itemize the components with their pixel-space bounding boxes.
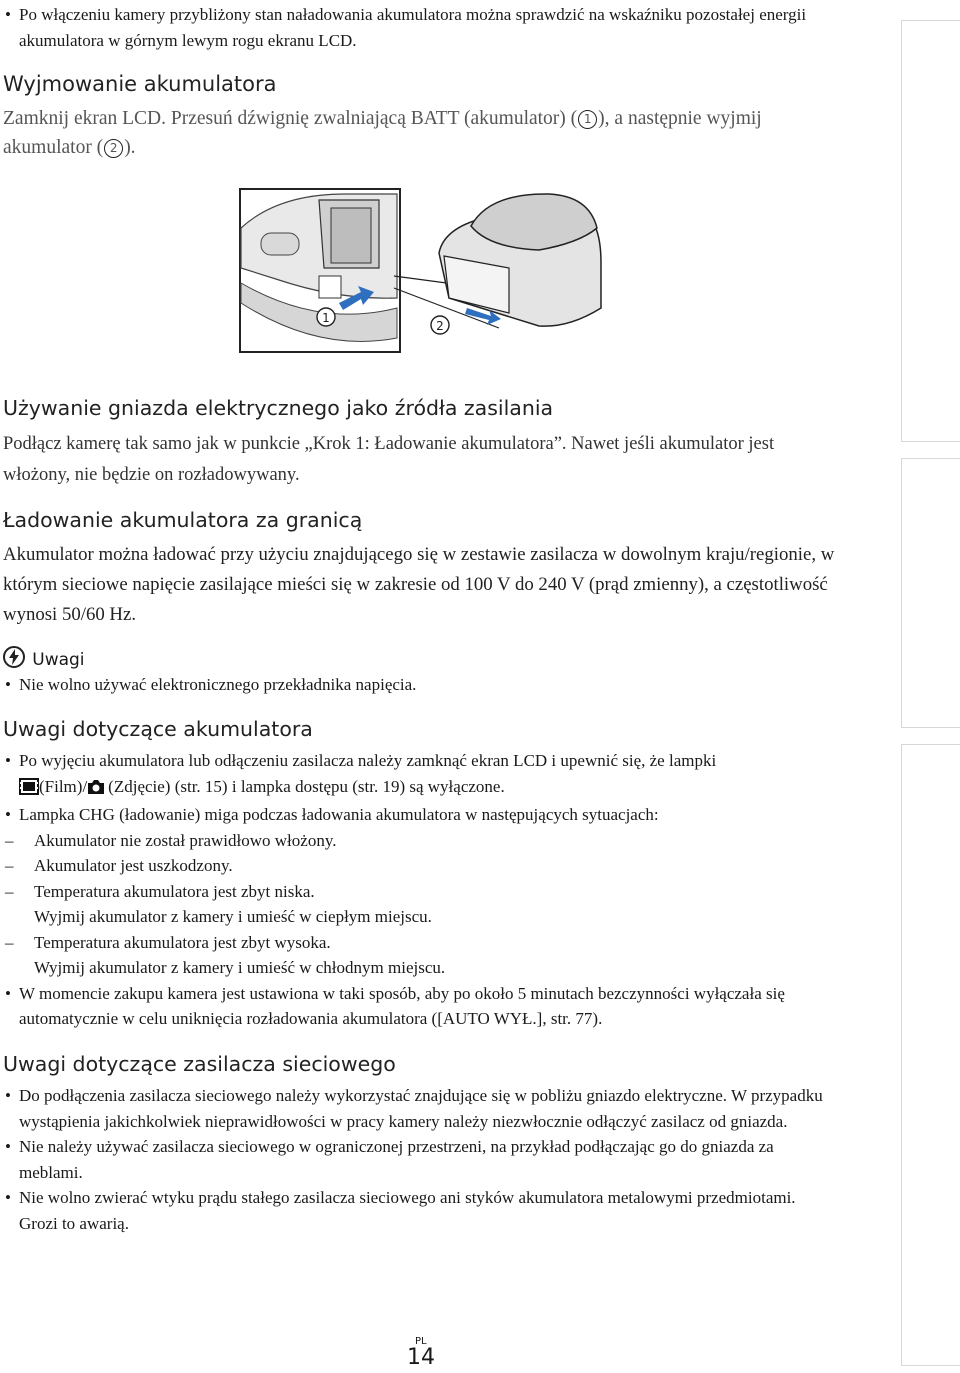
list-item: • Lampka CHG (ładowanie) miga podczas ładowania akumulatora w następujących sytuacjach: bbox=[5, 805, 659, 824]
battery-removal-illustration bbox=[239, 188, 603, 354]
adapter-notes-list bbox=[0, 1083, 845, 1236]
page-number: 14 bbox=[407, 1345, 435, 1370]
marker-1-icon: 1 bbox=[578, 110, 597, 129]
figure-label-1: 1 bbox=[322, 311, 330, 325]
list-item: – Temperatura akumulatora jest zbyt niska. Wyjmij akumulator z kamery i umieść w ciepłym miejscu. bbox=[5, 881, 432, 926]
abroad-heading: Ładowanie akumulatora za granicą bbox=[3, 508, 363, 532]
intro-text: Po włączeniu kamery przybliżony stan naładowania akumulatora można sprawdzić na wskaźniku pozostałej energii akumulatora w górnym lewym rogu ekranu LCD. bbox=[19, 5, 807, 50]
intro-bullet: • Po włączeniu kamery przybliżony stan naładowania akumulatora można sprawdzić na wskaźniku pozostałej energii akumulatora w górnym lewym rogu ekranu LCD. bbox=[0, 2, 820, 53]
remove-battery-text: Zamknij ekran LCD. Przesuń dźwignię zwalniającą BATT (akumulator) ( 1 ), a następnie wyjmij akumulator ( 2 ). bbox=[3, 108, 762, 158]
figure-label-2: 2 bbox=[436, 319, 444, 333]
film-icon bbox=[19, 777, 39, 803]
list-item: – Temperatura akumulatora jest zbyt wysoka. Wyjmij akumulator z kamery i umieść w chłodnym miejscu. bbox=[5, 932, 446, 977]
wall-outlet-text: Podłącz kamerę tak samo jak w punkcie „Krok 1: Ładowanie akumulatora”. Nawet jeśli akumulator jest włożony, nie będzie on rozładowywany. bbox=[3, 434, 775, 485]
battery-notes-list bbox=[0, 748, 840, 1032]
side-tab-2[interactable] bbox=[901, 458, 960, 728]
list-item: – Akumulator nie został prawidłowo włożony. bbox=[5, 830, 337, 850]
caution-icon bbox=[3, 646, 25, 673]
list-item: • Po wyjęciu akumulatora lub odłączeniu zasilacza należy zamknąć ekran LCD i upewnić się, że lampki (Film)/ (Zdjęcie) (str. 15) i lampka dostępu (str. 19) są wyłączone. bbox=[0, 748, 840, 802]
list-item: – Akumulator jest uszkodzony. bbox=[5, 856, 233, 875]
wall-outlet-heading: Używanie gniazda elektrycznego jako źródła zasilania bbox=[3, 396, 554, 420]
list-item: • Nie wolno zwierać wtyku prądu stałego zasilacza sieciowego ani styków akumulatora metalowymi przedmiotami. Grozi to awarią. bbox=[5, 1188, 796, 1233]
list-item: • W momencie zakupu kamera jest ustawiona w taki sposób, aby po około 5 minutach bezczynności wyłączała się automatycznie w celu uniknięcia rozładowania akumulatora ([AUTO WYŁ.], str. 77). bbox=[5, 983, 785, 1028]
battery-notes-heading: Uwagi dotyczące akumulatora bbox=[3, 717, 313, 741]
list-item: • Do podłączenia zasilacza sieciowego należy wykorzystać znajdujące się w pobliżu gniazdo elektryczne. W przypadku wystąpienia jakichkolwiek nieprawidłowości w pracy kamery należy niezwłocznie odłączyć zasilacz od gniazda. bbox=[5, 1086, 823, 1131]
side-tab-1[interactable] bbox=[901, 20, 960, 442]
abroad-text: Akumulator można ładować przy użyciu znajdującego się w zestawie zasilacza w dowolnym kraju/regionie, w którym sieciowe napięcie zasilające mieści się w zakresie od 100 V do 240 V (prąd zmienny), a częstotliwość wynosi 50/60 Hz. bbox=[3, 544, 835, 625]
camera-icon bbox=[87, 777, 105, 803]
notes-bullet: • Nie wolno używać elektronicznego przekładnika napięcia. bbox=[5, 675, 417, 694]
remove-battery-heading: Wyjmowanie akumulatora bbox=[3, 72, 277, 96]
camera-battery-figure bbox=[239, 188, 603, 354]
list-item: • Nie należy używać zasilacza sieciowego w ograniczonej przestrzeni, na przykład podłączając go do gniazda za meblami. bbox=[5, 1137, 774, 1182]
side-tab-3[interactable] bbox=[901, 744, 960, 1366]
adapter-notes-heading: Uwagi dotyczące zasilacza sieciowego bbox=[3, 1052, 396, 1076]
footer-lang: PL bbox=[415, 1336, 427, 1347]
marker-2-icon: 2 bbox=[104, 139, 123, 158]
notes-label: Uwagi bbox=[3, 646, 85, 673]
